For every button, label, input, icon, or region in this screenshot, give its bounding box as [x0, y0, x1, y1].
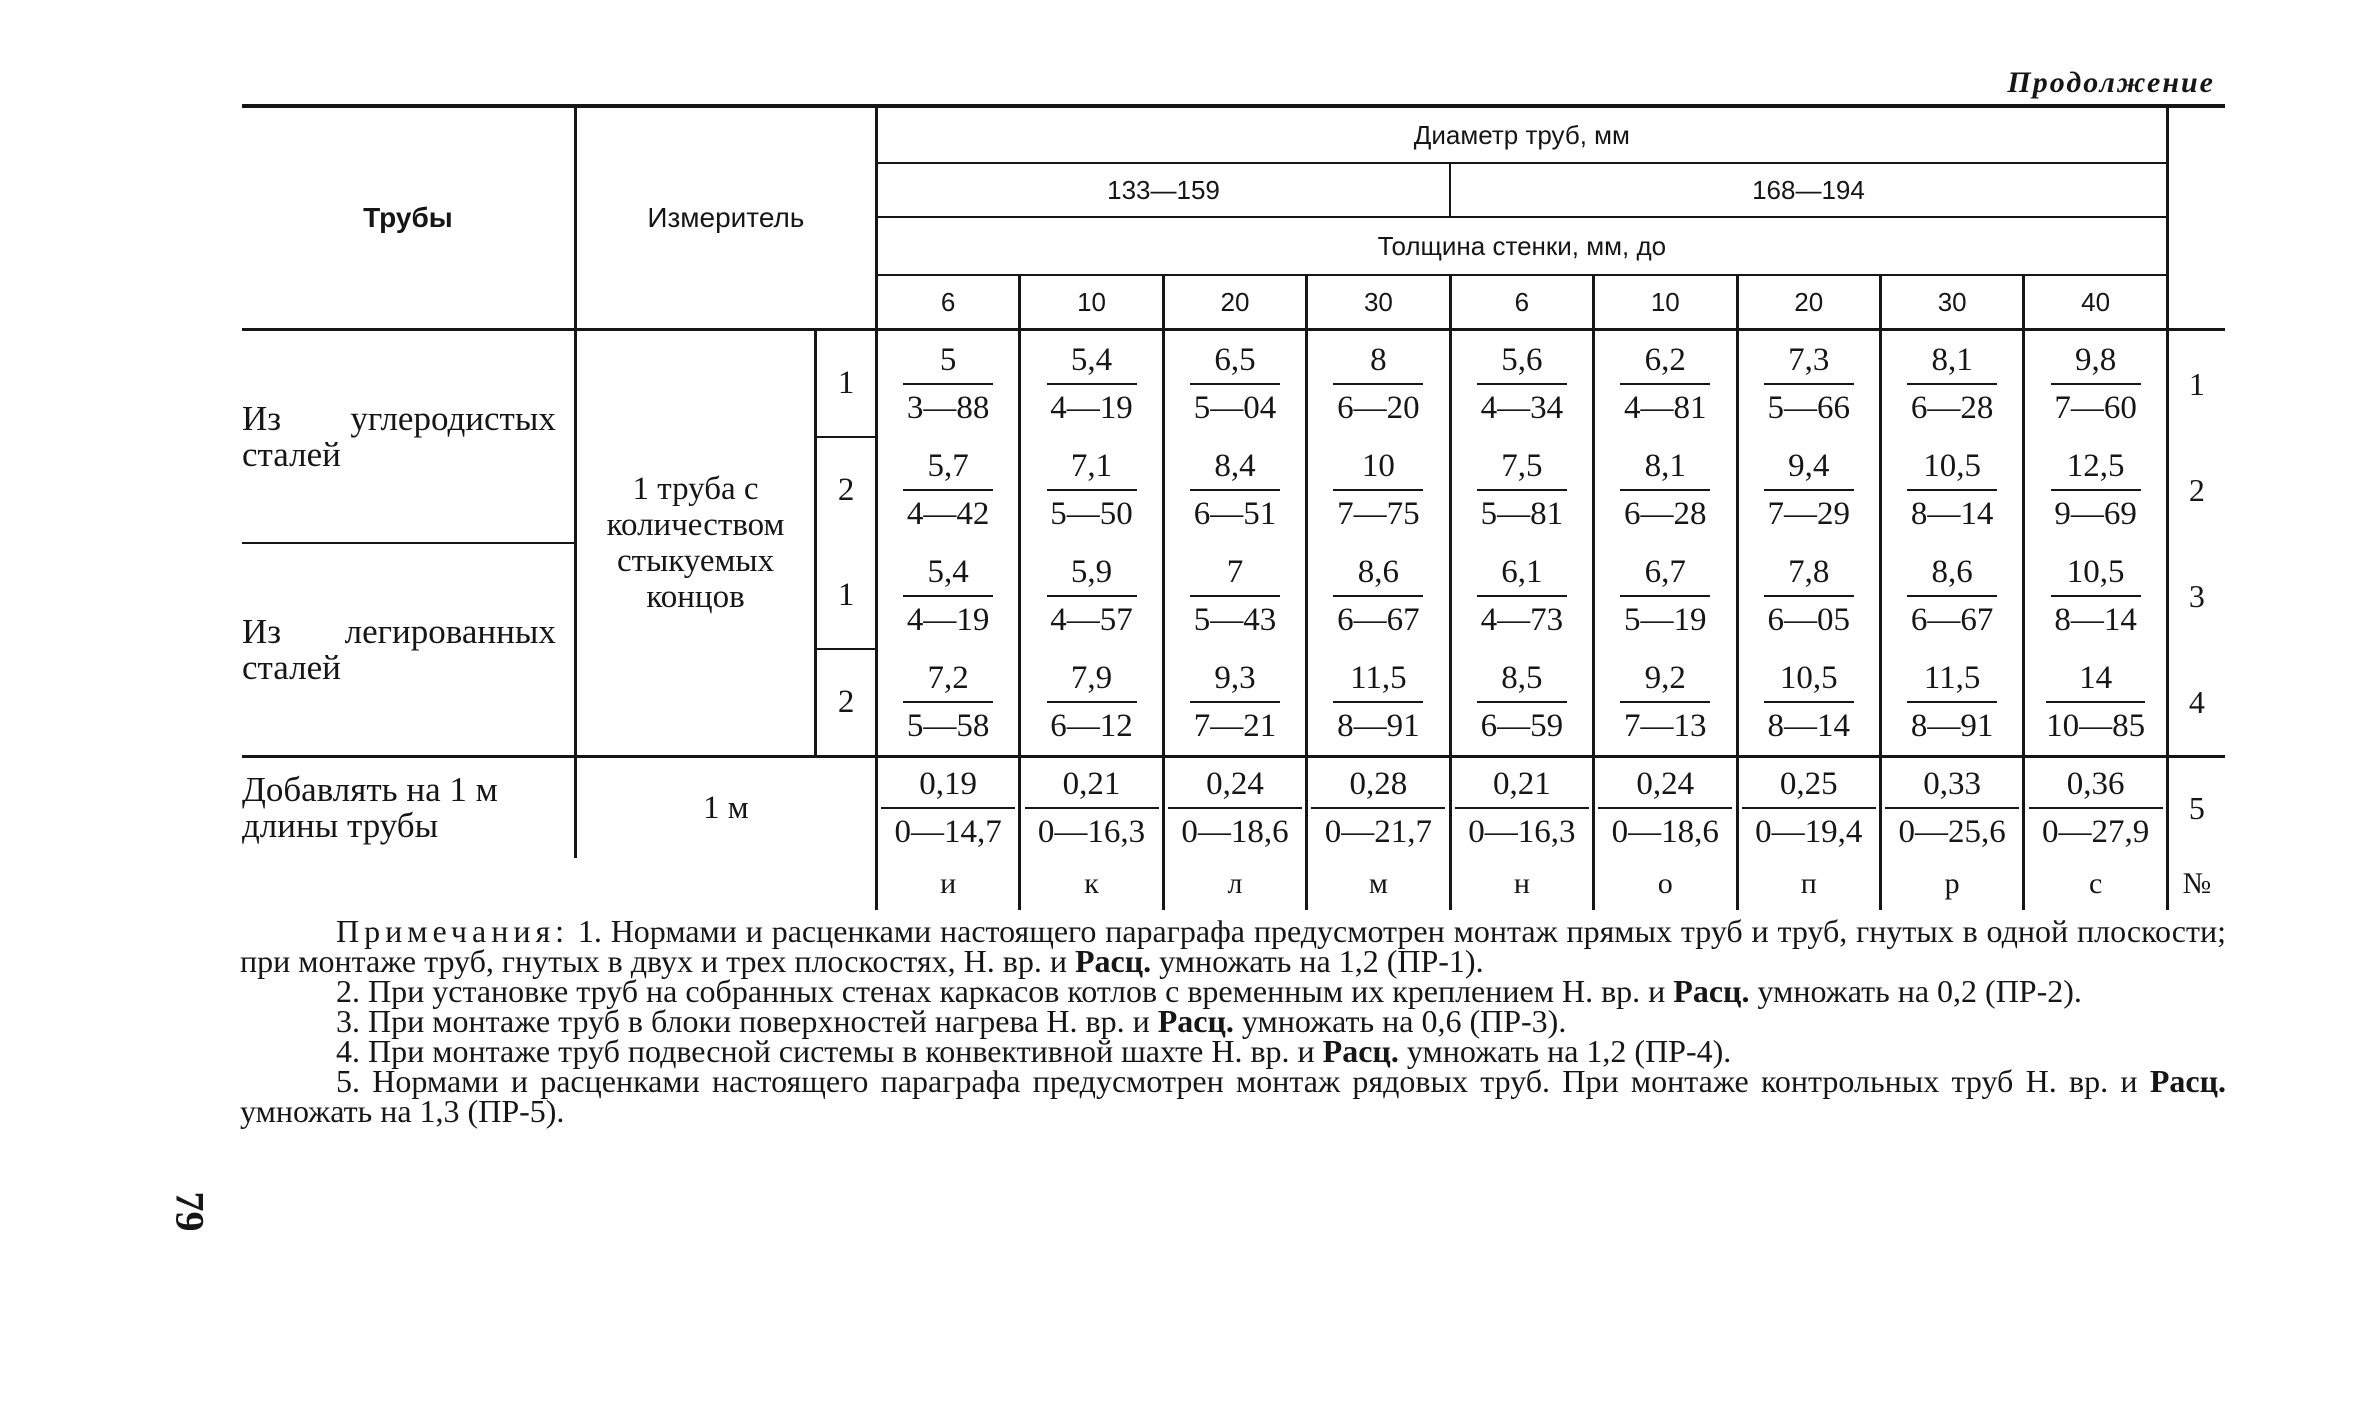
frac-cell: $\frac{5,9}{4—57}$ [1047, 553, 1137, 639]
measure-label: 1 труба с количеством стыкуемых концов [575, 330, 815, 757]
frac-cell: $\frac{8,1}{6—28}$ [1907, 341, 1997, 427]
row-number: 5 [2167, 757, 2225, 859]
frac-cell: $\frac{8,5}{6—59}$ [1477, 659, 1567, 745]
header-diameter: Диаметр труб, мм [876, 106, 2167, 163]
note-3: 3. При монтаже труб в блоки поверхностей нагрева Н. вр. и Расц. умножать на 0,6 (ПР-3). [336, 1003, 1567, 1039]
thickness-5: 6 [1450, 275, 1593, 330]
frac-cell: $\frac{10,5}{8—14}$ [1907, 447, 1997, 533]
header-pipes: Трубы [242, 106, 575, 330]
row-number: 3 [2167, 543, 2225, 649]
frac-cell: $\frac{5,6}{4—34}$ [1477, 341, 1567, 427]
sub-row-3: 1 [816, 543, 877, 649]
frac-cell: $\frac{0,21}{0—16,3}$ [1455, 765, 1589, 851]
frac-cell: $\frac{8,6}{6—67}$ [1333, 553, 1423, 639]
add-per-meter-label: Добавлять на 1 м длины трубы [242, 757, 575, 859]
frac-cell: $\frac{8,6}{6—67}$ [1907, 553, 1997, 639]
frac-cell: $\frac{0,36}{0—27,9}$ [2029, 765, 2163, 851]
number-sign: № [2167, 858, 2225, 910]
notes-block [240, 913, 2226, 1129]
frac-cell: $\frac{9,4}{7—29}$ [1764, 447, 1854, 533]
frac-cell: $\frac{5,4}{4—19}$ [903, 553, 993, 639]
frac-cell: $\frac{14}{10—85}$ [2046, 660, 2146, 744]
column-letter: и [876, 858, 1019, 910]
thickness-2: 10 [1020, 275, 1163, 330]
note-5: 5. Нормами и расценками настоящего параграфа предусмотрен монтаж рядовых труб. При монтаже контрольных труб Н. вр. и Расц. умножать на 1,3 (ПР-5). [240, 1063, 2226, 1129]
frac-cell: $\frac{7,3}{5—66}$ [1764, 341, 1854, 427]
header-wall-thickness: Толщина стенки, мм, до [876, 217, 2167, 275]
group-alloy-label: Из легированных сталей [242, 543, 575, 757]
thickness-6: 10 [1594, 275, 1737, 330]
frac-cell: $\frac{10,5}{8—14}$ [2051, 553, 2141, 639]
frac-cell: $\frac{10,5}{8—14}$ [1764, 659, 1854, 745]
frac-cell: $\frac{7,2}{5—58}$ [903, 659, 993, 745]
column-letter: м [1307, 858, 1450, 910]
frac-cell: $\frac{0,33}{0—25,6}$ [1885, 765, 2019, 851]
frac-cell: $\frac{0,25}{0—19,4}$ [1742, 765, 1876, 851]
frac-cell: $\frac{0,21}{0—16,3}$ [1025, 765, 1159, 851]
note-4: 4. При монтаже труб подвесной системы в конвективной шахте Н. вр. и Расц. умножать на 1,2 (ПР-4). [336, 1033, 1732, 1069]
note-1: Примечания: 1. Нормами и расценками настоящего параграфа предусмотрен монтаж прямых труб и труб, гнутых в одной плоскости; при монтаже труб, гнутых в двух и трех плоскостях, Н. вр. и Расц. умножать на 1,2 (ПР-1). [240, 913, 2226, 979]
thickness-4: 30 [1307, 275, 1450, 330]
letters-empty [242, 858, 575, 910]
frac-cell: $\frac{10}{7—75}$ [1333, 447, 1423, 533]
frac-cell: $\frac{5}{3—88}$ [903, 341, 993, 427]
letters-empty [575, 858, 876, 910]
add-measure: 1 м [575, 757, 876, 859]
frac-cell: $\frac{0,19}{0—14,7}$ [881, 765, 1015, 851]
frac-cell: $\frac{6,1}{4—73}$ [1477, 553, 1567, 639]
group-carbon-label: Из углеродистых сталей [242, 330, 575, 544]
column-letter: с [2024, 858, 2167, 910]
column-letter: к [1020, 858, 1163, 910]
frac-cell: $\frac{7,1}{5—50}$ [1047, 447, 1137, 533]
sub-row-2: 2 [816, 437, 877, 543]
column-letter: р [1880, 858, 2023, 910]
frac-cell: $\frac{9,2}{7—13}$ [1620, 659, 1710, 745]
frac-cell: $\frac{12,5}{9—69}$ [2051, 447, 2141, 533]
norms-table [242, 104, 2225, 910]
note-2: 2. При установке труб на собранных стенах каркасов котлов с временным их креплением Н. вр. и Расц. умножать на 0,2 (ПР-2). [336, 973, 2082, 1009]
frac-cell: $\frac{8,1}{6—28}$ [1620, 447, 1710, 533]
frac-cell: $\frac{7,8}{6—05}$ [1764, 553, 1854, 639]
header-range-2: 168—194 [1450, 163, 2167, 217]
frac-cell: $\frac{9,8}{7—60}$ [2051, 341, 2141, 427]
frac-cell: $\frac{8}{6—20}$ [1333, 341, 1423, 427]
thickness-3: 20 [1163, 275, 1306, 330]
header-empty [2167, 106, 2225, 330]
frac-cell: $\frac{0,24}{0—18,6}$ [1598, 765, 1732, 851]
thickness-8: 30 [1880, 275, 2023, 330]
frac-cell: $\frac{8,4}{6—51}$ [1190, 447, 1280, 533]
row-number: 2 [2167, 437, 2225, 543]
frac-cell: $\frac{7}{5—43}$ [1190, 553, 1280, 639]
frac-cell: $\frac{7,9}{6—12}$ [1047, 659, 1137, 745]
frac-cell: $\frac{6,5}{5—04}$ [1190, 341, 1280, 427]
sub-row-1: 1 [816, 330, 877, 438]
column-letter: н [1450, 858, 1593, 910]
column-letter: о [1594, 858, 1737, 910]
column-letter: п [1737, 858, 1880, 910]
frac-cell: $\frac{6,7}{5—19}$ [1620, 553, 1710, 639]
page-number: 79 [167, 1191, 213, 1232]
header-unit: Измеритель [575, 106, 876, 330]
row-number: 4 [2167, 649, 2225, 757]
frac-cell: $\frac{7,5}{5—81}$ [1477, 447, 1567, 533]
frac-cell: $\frac{6,2}{4—81}$ [1620, 341, 1710, 427]
thickness-1: 6 [876, 275, 1019, 330]
sub-row-4: 2 [816, 649, 877, 757]
frac-cell: $\frac{5,4}{4—19}$ [1047, 341, 1137, 427]
frac-cell: $\frac{0,28}{0—21,7}$ [1311, 765, 1445, 851]
thickness-9: 40 [2024, 275, 2167, 330]
thickness-7: 20 [1737, 275, 1880, 330]
frac-cell: $\frac{11,5}{8—91}$ [1907, 659, 1997, 745]
frac-cell: $\frac{11,5}{8—91}$ [1333, 659, 1423, 745]
frac-cell: $\frac{0,24}{0—18,6}$ [1168, 765, 1302, 851]
continuation-label: Продолжение [2007, 66, 2215, 99]
header-range-1: 133—159 [876, 163, 1450, 217]
row-number: 1 [2167, 330, 2225, 438]
column-letter: л [1163, 858, 1306, 910]
frac-cell: $\frac{9,3}{7—21}$ [1190, 659, 1280, 745]
frac-cell: $\frac{5,7}{4—42}$ [903, 447, 993, 533]
